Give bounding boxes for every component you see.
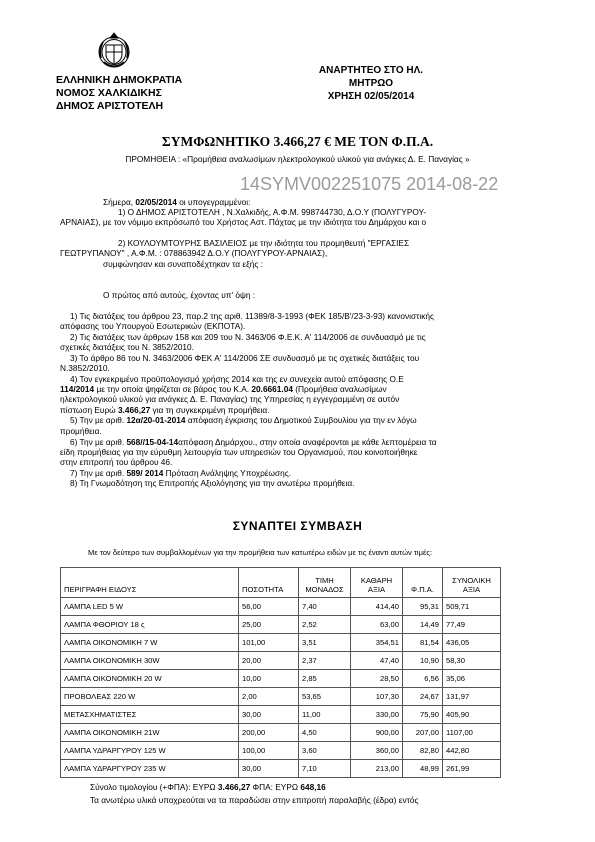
table-row: [61, 760, 501, 778]
table-row: [61, 616, 501, 634]
cell-vat: 95,31: [403, 598, 443, 616]
consideration-5-line2: προμήθεια.: [60, 426, 102, 436]
registry-line: ΑΝΑΡΤΗΤΕΟ ΣΤΟ ΗΛ. ΜΗΤΡΩΟ: [318, 65, 424, 89]
cell-total: 442,80: [443, 742, 501, 760]
procurement-subject: ΠΡΟΜΗΘΕΙΑ : «Προμήθεια αναλωσίμων ηλεκτρολογικού υλικού για ανάγκες Δ. Ε. Παναγίας »: [125, 154, 470, 164]
cell-description: ΛΑΜΠΑ ΟΙΚΟΝΟΜΙΚΗ 21W: [61, 724, 239, 742]
cell-description: ΛΑΜΠΑ ΟΙΚΟΝΟΜΙΚΗ 30W: [61, 652, 239, 670]
col-header-net-value: ΚΑΘΑΡΗ ΑΞΙΑ: [351, 568, 403, 598]
table-body: [61, 598, 501, 778]
issuer-country: ΕΛΛΗΝΙΚΗ ΔΗΜΟΚΡΑΤΙΑ: [56, 74, 183, 86]
cell-total: 261,99: [443, 760, 501, 778]
registry-year: ΧΡΗΣΗ 02/05/2014: [327, 91, 415, 102]
cell-total: 77,49: [443, 616, 501, 634]
cell-unit-price: 7,10: [299, 760, 351, 778]
cell-unit-price: 3,60: [299, 742, 351, 760]
cell-description: ΛΑΜΠΑ ΥΔΡΑΡΓΥΡΟΥ 125 W: [61, 742, 239, 760]
consideration-6-line1: 6) Την με αριθ. 568//15-04-14απόφαση Δημάρχου., στην οποία αναφέρονται με κάθε λεπτομέρεια τα: [70, 437, 437, 447]
col-header-vat: Φ.Π.Α.: [403, 568, 443, 598]
consideration-2-line2: σχετικές διατάξεις του Ν. 3852/2010.: [60, 342, 194, 352]
cell-vat: 48,99: [403, 760, 443, 778]
cell-quantity: 20,00: [239, 652, 299, 670]
party2-line3: συμφώνησαν και συναποδέχτηκαν τα εξής :: [103, 259, 264, 269]
cell-vat: 14,49: [403, 616, 443, 634]
table-row: [61, 688, 501, 706]
cell-unit-price: 4,50: [299, 724, 351, 742]
cell-quantity: 101,00: [239, 634, 299, 652]
contract-date: 02/05/2014: [135, 197, 177, 207]
cell-vat: 207,00: [403, 724, 443, 742]
cell-unit-price: 2,52: [299, 616, 351, 634]
col-header-quantity: ΠΟΣΟΤΗΤΑ: [239, 568, 299, 598]
cell-quantity: 30,00: [239, 706, 299, 724]
consideration-6-line2: είδη προμήθειας για την εύρυθμη λειτουργία των υπηρεσιών του Οργανισμού, που κοινοποιήθηκε: [60, 447, 418, 457]
cell-total: 405,90: [443, 706, 501, 724]
table-row: [61, 742, 501, 760]
cell-unit-price: 7,40: [299, 598, 351, 616]
table-row: [61, 724, 501, 742]
consideration-1-line1: 1) Τις διατάξεις του άρθρου 23, παρ.2 της αριθ. 11389/8-3-1993 (ΦΕΚ 185/Β'/23-3-93) κανονιστικής: [70, 311, 434, 321]
consideration-2-line1: 2) Τις διατάξεις των άρθρων 158 και 209 του Ν. 3463/06 Φ.Ε.Κ. Α' 114/2006 σε συνδυασμό με τις: [70, 332, 426, 342]
consideration-4-line4: πίστωση Ευρώ 3.466,27 για τη συγκεκριμένη προμήθεια.: [60, 405, 270, 415]
table-intro: Με τον δεύτερο των συμβαλλομένων για την προμήθεια των κατωτέρω ειδών με τις έναντι αυτών τιμές:: [88, 548, 433, 557]
issuer-prefecture: ΝΟΜΟΣ ΧΑΛΚΙΔΙΚΗΣ: [56, 87, 162, 99]
consideration-5-line1: 5) Την με αριθ. 12α/20-01-2014 απόφαση έγκρισης του Δημοτικού Συμβουλίου για την εν λόγω: [70, 415, 417, 425]
party2-line1: 2) ΚΟΥΛΟΥΜΤΟΥΡΗΣ ΒΑΣΙΛΕΙΟΣ με την ιδιότητα του προμηθευτή "ΕΡΓΑΣΙΕΣ: [118, 238, 410, 248]
table-row: [61, 670, 501, 688]
consideration-3-line1: 3) Το άρθρο 86 του Ν. 3463/2006 ΦΕΚ Α' 114/2006 ΣΕ συνδυασμό με τις σχετικές διατάξεις του: [70, 353, 420, 363]
col-header-description: ΠΕΡΙΓΡΑΦΗ ΕΙΔΟΥΣ: [61, 568, 239, 598]
consideration-4-line3: ηλεκτρολογικού υλικού για ανάγκες Δ. Ε. Παναγίας) της Υπηρεσίας η εγγεγραμμένη σε αυτόν: [60, 394, 400, 404]
cell-total: 35,06: [443, 670, 501, 688]
cell-vat: 6,56: [403, 670, 443, 688]
cell-net-value: 47,40: [351, 652, 403, 670]
consideration-8: 8) Τη Γνωμοδότηση της Επιτροπής Αξιολόγησης για την ανωτέρω προμήθεια.: [70, 478, 355, 488]
party2-line2: ΓΕΩΤΡΥΠΑΝΟΥ" , Α.Φ.Μ. : 078863942 Δ.Ο.Υ (ΠΟΛΥΓΥΡΟΥ-ΑΡΝΑΙΑΣ),: [60, 248, 328, 258]
col-header-unit-price: ΤΙΜΗ ΜΟΝΑΔΟΣ: [299, 568, 351, 598]
cell-unit-price: 2,85: [299, 670, 351, 688]
table-row: [61, 652, 501, 670]
table-row: [61, 706, 501, 724]
table-row: [61, 634, 501, 652]
cell-vat: 82,80: [403, 742, 443, 760]
greek-coat-of-arms-emblem: [96, 30, 132, 70]
consideration-1-line2: απόφασης του Υπουργού Εσωτερικών (ΕΚΠΟΤΑ).: [60, 321, 246, 331]
cell-description: ΠΡΟΒΟΛΕΑΣ 220 W: [61, 688, 239, 706]
table-header-row: [61, 568, 501, 598]
cell-unit-price: 3,51: [299, 634, 351, 652]
cell-vat: 75,90: [403, 706, 443, 724]
cell-total: 1107,00: [443, 724, 501, 742]
cell-description: ΜΕΤΑΣΧΗΜΑΤΙΣΤΕΣ: [61, 706, 239, 724]
cell-net-value: 900,00: [351, 724, 403, 742]
cell-total: 509,71: [443, 598, 501, 616]
cell-net-value: 360,00: [351, 742, 403, 760]
cell-vat: 10,90: [403, 652, 443, 670]
invoice-totals: Σύνολο τιμολογίου (+ΦΠΑ): ΕΥΡΩ 3.466,27 ΦΠΑ: ΕΥΡΩ 648,16: [90, 782, 326, 792]
cell-unit-price: 53,65: [299, 688, 351, 706]
today-line: Σήμερα, 02/05/2014 οι υπογεγραμμένοι:: [103, 197, 251, 207]
cell-quantity: 25,00: [239, 616, 299, 634]
consideration-4-line2: 114/2014 με την οποία ψηφίζεται σε βάρος του Κ.Α. 20.6661.04 (Προμήθεια αναλωσίμων: [60, 384, 387, 394]
cell-total: 436,05: [443, 634, 501, 652]
cell-description: ΛΑΜΠΑ ΦΘΟΡΙΟΥ 18 ς: [61, 616, 239, 634]
cell-unit-price: 2,37: [299, 652, 351, 670]
consideration-6-line3: στην επιτροπή του άρθρου 46.: [60, 457, 173, 467]
cell-net-value: 354,51: [351, 634, 403, 652]
consideration-7: 7) Την με αριθ. 589/ 2014 Πρόταση Ανάληψης Υποχρέωσης.: [70, 468, 292, 478]
cell-net-value: 414,40: [351, 598, 403, 616]
cell-net-value: 63,00: [351, 616, 403, 634]
cell-net-value: 107,30: [351, 688, 403, 706]
consideration-3-line2: Ν.3852/2010.: [60, 363, 110, 373]
cell-net-value: 28,50: [351, 670, 403, 688]
cell-description: ΛΑΜΠΑ ΥΔΡΑΡΓΥΡΟΥ 235 W: [61, 760, 239, 778]
cell-description: ΛΑΜΠΑ ΟΙΚΟΝΟΜΙΚΗ 7 W: [61, 634, 239, 652]
table-row: [61, 598, 501, 616]
cell-unit-price: 11,00: [299, 706, 351, 724]
first-party-line: Ο πρώτος από αυτούς, έχοντας υπ' όψη :: [103, 290, 256, 300]
cell-description: ΛΑΜΠΑ LED 5 W: [61, 598, 239, 616]
cell-quantity: 30,00: [239, 760, 299, 778]
issuer-municipality: ΔΗΜΟΣ ΑΡΙΣΤΟΤΕΛΗ: [56, 100, 164, 112]
document-title: ΣΥΜΦΩΝΗΤΙΚΟ 3.466,27 € ΜΕ ΤΟΝ Φ.Π.Α.: [161, 134, 434, 149]
vat-total: 648,16: [300, 782, 326, 792]
delivery-clause: Τα ανωτέρω υλικά υποχρεούται να τα παραδώσει στην επιτροπή παραλαβής (έδρα) εντός: [90, 795, 419, 805]
items-table: [60, 567, 501, 778]
issuer-block: [56, 74, 182, 113]
section-title: ΣΥΝΑΠΤΕΙ ΣΥΜΒΑΣΗ: [232, 519, 363, 533]
registry-stamp: 14SYMV002251075 2014-08-22: [240, 174, 499, 194]
cell-quantity: 200,00: [239, 724, 299, 742]
invoice-total: 3.466,27: [217, 782, 251, 792]
cell-vat: 81,54: [403, 634, 443, 652]
consideration-4-line1: 4) Τον εγκεκριμένο προϋπολογισμό χρήσης 2014 και της εν συνεχεία αυτού απόφασης Ο.Ε: [70, 374, 404, 384]
cell-vat: 24,67: [403, 688, 443, 706]
cell-net-value: 330,00: [351, 706, 403, 724]
cell-total: 131,97: [443, 688, 501, 706]
cell-total: 58,30: [443, 652, 501, 670]
cell-quantity: 2,00: [239, 688, 299, 706]
cell-quantity: 100,00: [239, 742, 299, 760]
cell-quantity: 56,00: [239, 598, 299, 616]
cell-quantity: 10,00: [239, 670, 299, 688]
party1-line2: ΑΡΝΑΙΑΣ), με τον νόμιμο εκπρόσωπό του Χρήστος Αστ. Πάχτας με την ιδιότητα του Δημάρχου και ο: [60, 217, 427, 227]
cell-net-value: 213,00: [351, 760, 403, 778]
col-header-total: ΣΥΝΟΛΙΚΗ ΑΞΙΑ: [443, 568, 501, 598]
cell-description: ΛΑΜΠΑ ΟΙΚΟΝΟΜΙΚΗ 20 W: [61, 670, 239, 688]
party1-line1: 1) Ο ΔΗΜΟΣ ΑΡΙΣΤΟΤΕΛΗ , Ν.Χαλκιδής, Α.Φ.Μ. 998744730, Δ.Ο.Υ (ΠΟΛΥΓΥΡΟΥ-: [118, 207, 427, 217]
registry-note: [296, 64, 446, 103]
